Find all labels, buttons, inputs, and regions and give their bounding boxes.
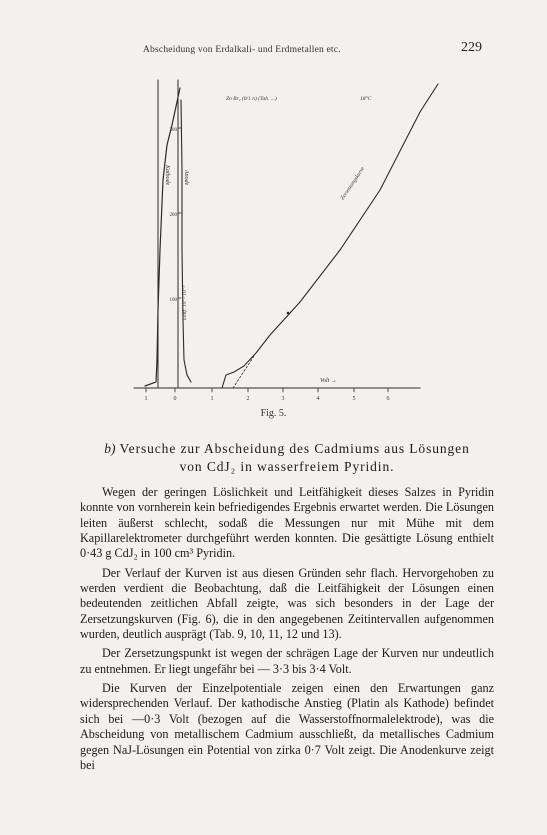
section-heading-line2: von CdJ₂ in wasserfreiem Pyridin. (179, 459, 395, 474)
x-tick-label: 0 (173, 396, 177, 402)
x-tick-label: 3 (281, 396, 285, 402)
x-tick-label: 5 (352, 396, 356, 402)
paragraph: Der Verlauf der Kurven ist aus diesen Gründen sehr flach. Hervorgehoben zu werden verdient die Beobachtung, daß die Leitfähigkeit der Lösungen einen bedeutenden zeitlichen Abfall zeigte, was sich besonders in der Lage der Zersetzungskurven (Fig. 6), die in den angegebenen Zeitintervallen aufgenommen wurden, deutlich ausprägt (Tab. 9, 10, 11, 12 und 13). (80, 565, 494, 642)
paragraph: Wegen der geringen Löslichkeit und Leitfähigkeit dieses Salzes in Pyridin konnte von vornherein kein befriedigendes Ergebnis erwartet werden. Die Lösungen leiten äußerst schlecht, sodaß die Messungen nur mit Mühe mit dem Kapillarelektrometer durchgeführt werden konnten. Die gesättigte Lösung enthielt 0·43 g CdJ₂ in 100 cm³ Pyridin. (80, 485, 494, 561)
x-tick-label: 6 (386, 396, 390, 402)
data-point (287, 312, 290, 315)
label-volt-axis: Volt → (320, 378, 337, 384)
figure-caption: Fig. 5. (260, 408, 287, 419)
paragraph: Die Kurven der Einzelpotentiale zeigen einen den Erwartungen ganz widersprechenden Verlauf. Der kathodische Anstieg (Platin als Kathode) befindet sich bei —0·3 Volt (bezogen auf die Wasserstoffnormalelektrode), was die Abscheidung von metallischem Cadmium ausschließt, da metallisches Cadmium gegen NaJ-Lösungen ein Potential von zirka 0·7 Volt zeigt. Die Anodenkurve zeigt bei (80, 681, 494, 772)
anode-curve (181, 100, 191, 382)
figure-plot (120, 70, 440, 405)
label-cathode: Kathode (164, 165, 170, 186)
x-tick-label: 4 (316, 396, 320, 402)
figure-5 (120, 70, 440, 405)
decomposition-extrapolation (233, 356, 254, 388)
label-top: Zn Br₂ (0/1 n) (Tab. ...) (226, 96, 277, 102)
y-tick-300: 300 (169, 128, 177, 133)
body-text (80, 485, 494, 777)
label-ordinate: Leitf. 10⁻² 10⁻⁵ (182, 285, 188, 320)
label-decomposition: Zersetzungskurve (339, 165, 367, 202)
paragraph: Der Zersetzungspunkt ist wegen der schrägen Lage der Kurven nur undeutlich zu entnehmen. Er liegt ungefähr bei — 3·3 bis 3·4 Volt. (80, 646, 494, 676)
x-axis-ticks (146, 388, 388, 392)
section-heading (80, 440, 494, 476)
x-tick-label: 1 (210, 396, 214, 402)
label-anode: Anode (183, 170, 189, 186)
y-tick-200: 200 (169, 213, 177, 218)
page-number: 229 (461, 40, 482, 55)
section-label: b) (104, 441, 116, 456)
running-title: Abscheidung von Erdalkali- und Erdmetallen etc. (143, 45, 341, 55)
x-tick-label: 2 (246, 396, 250, 402)
x-tick-label: 1 (144, 396, 148, 402)
y-tick-100: 100 (169, 298, 177, 303)
decomposition-curve (222, 84, 438, 388)
section-heading-line1: Versuche zur Abscheidung des Cadmiums aus Lösungen (119, 441, 470, 456)
label-temperature: 18°C (360, 96, 372, 102)
